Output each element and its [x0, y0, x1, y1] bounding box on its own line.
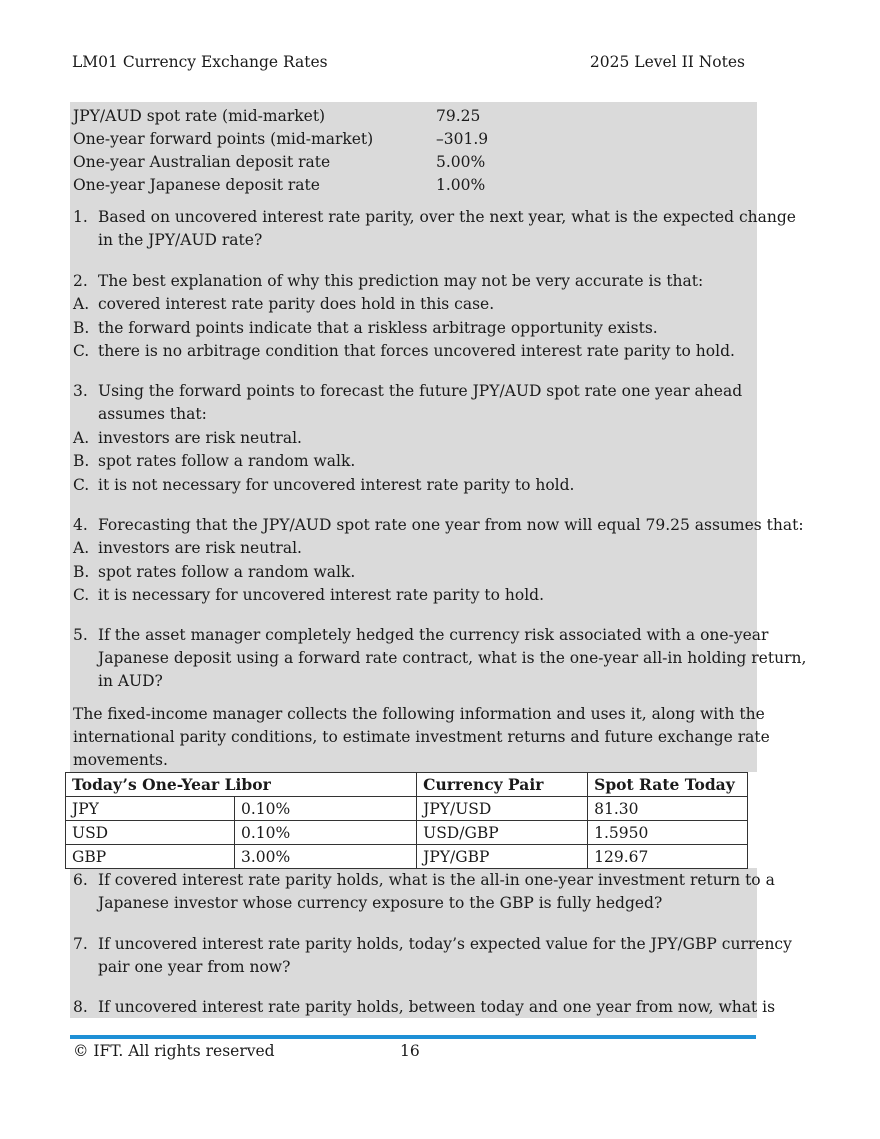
- given-label: One-year forward points (mid-market): [73, 130, 374, 148]
- table-row: [66, 821, 748, 845]
- table-header-row: [66, 773, 748, 797]
- footer-rule: [70, 1035, 756, 1039]
- table-cell: 81.30: [588, 797, 748, 821]
- question-text: Based on uncovered interest rate parity, over the next year, what is the expected change: [98, 208, 796, 226]
- table-cell: 0.10%: [235, 821, 417, 845]
- question-text: The best explanation of why this prediction may not be very accurate is that:: [98, 272, 704, 290]
- question-text: in AUD?: [98, 672, 163, 690]
- question-text: Japanese investor whose currency exposure to the GBP is fully hedged?: [98, 894, 663, 912]
- question-number: 5.: [73, 626, 88, 644]
- intro-text: international parity conditions, to estimate investment returns and future exchange rate: [73, 728, 770, 746]
- footer-copyright: © IFT. All rights reserved: [73, 1042, 275, 1060]
- table-cell: USD: [66, 821, 235, 845]
- given-label: JPY/AUD spot rate (mid-market): [73, 107, 326, 125]
- rates-table: [65, 772, 748, 869]
- header-currency-pair: Currency Pair: [417, 773, 588, 797]
- question-text: Japanese deposit using a forward rate contract, what is the one-year all-in holding return,: [98, 649, 807, 667]
- question-text: If the asset manager completely hedged the currency risk associated with a one-year: [98, 626, 769, 644]
- header-libor: Today’s One-Year Libor: [66, 773, 417, 797]
- option-text: investors are risk neutral.: [98, 539, 302, 557]
- intro-text: The fixed-income manager collects the following information and uses it, along with the: [73, 705, 765, 723]
- table-row: [66, 845, 748, 869]
- question-number: 3.: [73, 382, 88, 400]
- intro-text: movements.: [73, 751, 168, 769]
- question-text: If uncovered interest rate parity holds, between today and one year from now, what is: [98, 998, 776, 1016]
- table-cell: USD/GBP: [417, 821, 588, 845]
- option-text: it is necessary for uncovered interest rate parity to hold.: [98, 586, 545, 604]
- given-label: One-year Australian deposit rate: [73, 153, 331, 171]
- given-label: One-year Japanese deposit rate: [73, 176, 320, 194]
- question-number: 4.: [73, 516, 88, 534]
- table-cell: 3.00%: [235, 845, 417, 869]
- option-text: it is not necessary for uncovered interest rate parity to hold.: [98, 476, 575, 494]
- option-letter: A.: [73, 295, 90, 313]
- question-number: 2.: [73, 272, 88, 290]
- page-header: [72, 53, 745, 73]
- question-text: If uncovered interest rate parity holds, today’s expected value for the JPY/GBP currency: [98, 935, 792, 953]
- header-notes-label: 2025 Level II Notes: [589, 53, 745, 71]
- option-letter: C.: [73, 586, 90, 604]
- option-text: spot rates follow a random walk.: [98, 452, 356, 470]
- question-number: 1.: [73, 208, 88, 226]
- given-value: –301.9: [436, 130, 489, 148]
- question-text: assumes that:: [98, 405, 207, 423]
- question-text: pair one year from now?: [98, 958, 291, 976]
- question-number: 6.: [73, 871, 88, 889]
- option-letter: A.: [73, 539, 90, 557]
- question-text: Using the forward points to forecast the future JPY/AUD spot rate one year ahead: [98, 382, 743, 400]
- table-row: [66, 797, 748, 821]
- header-title: LM01 Currency Exchange Rates: [72, 53, 328, 71]
- option-letter: B.: [73, 563, 90, 581]
- option-letter: A.: [73, 429, 90, 447]
- given-value: 5.00%: [436, 153, 486, 171]
- question-text: Forecasting that the JPY/AUD spot rate one year from now will equal 79.25 assumes that:: [98, 516, 804, 534]
- question-text: If covered interest rate parity holds, what is the all-in one-year investment return to a: [98, 871, 775, 889]
- table-cell: 1.5950: [588, 821, 748, 845]
- option-text: covered interest rate parity does hold in this case.: [98, 295, 495, 313]
- option-text: investors are risk neutral.: [98, 429, 302, 447]
- table-cell: JPY/USD: [417, 797, 588, 821]
- option-text: the forward points indicate that a riskless arbitrage opportunity exists.: [98, 319, 658, 337]
- question-number: 8.: [73, 998, 88, 1016]
- option-letter: C.: [73, 476, 90, 494]
- table-cell: JPY/GBP: [417, 845, 588, 869]
- given-value: 79.25: [436, 107, 481, 125]
- table-cell: 0.10%: [235, 797, 417, 821]
- option-letter: B.: [73, 452, 90, 470]
- table-cell: JPY: [66, 797, 235, 821]
- given-value: 1.00%: [436, 176, 486, 194]
- table-cell: GBP: [66, 845, 235, 869]
- option-text: there is no arbitrage condition that forces uncovered interest rate parity to hold.: [98, 342, 735, 360]
- page-number: 16: [400, 1042, 420, 1060]
- option-letter: C.: [73, 342, 90, 360]
- question-text: in the JPY/AUD rate?: [98, 231, 263, 249]
- question-number: 7.: [73, 935, 88, 953]
- option-text: spot rates follow a random walk.: [98, 563, 356, 581]
- option-letter: B.: [73, 319, 90, 337]
- table-cell: 129.67: [588, 845, 748, 869]
- header-spot-rate: Spot Rate Today: [588, 773, 748, 797]
